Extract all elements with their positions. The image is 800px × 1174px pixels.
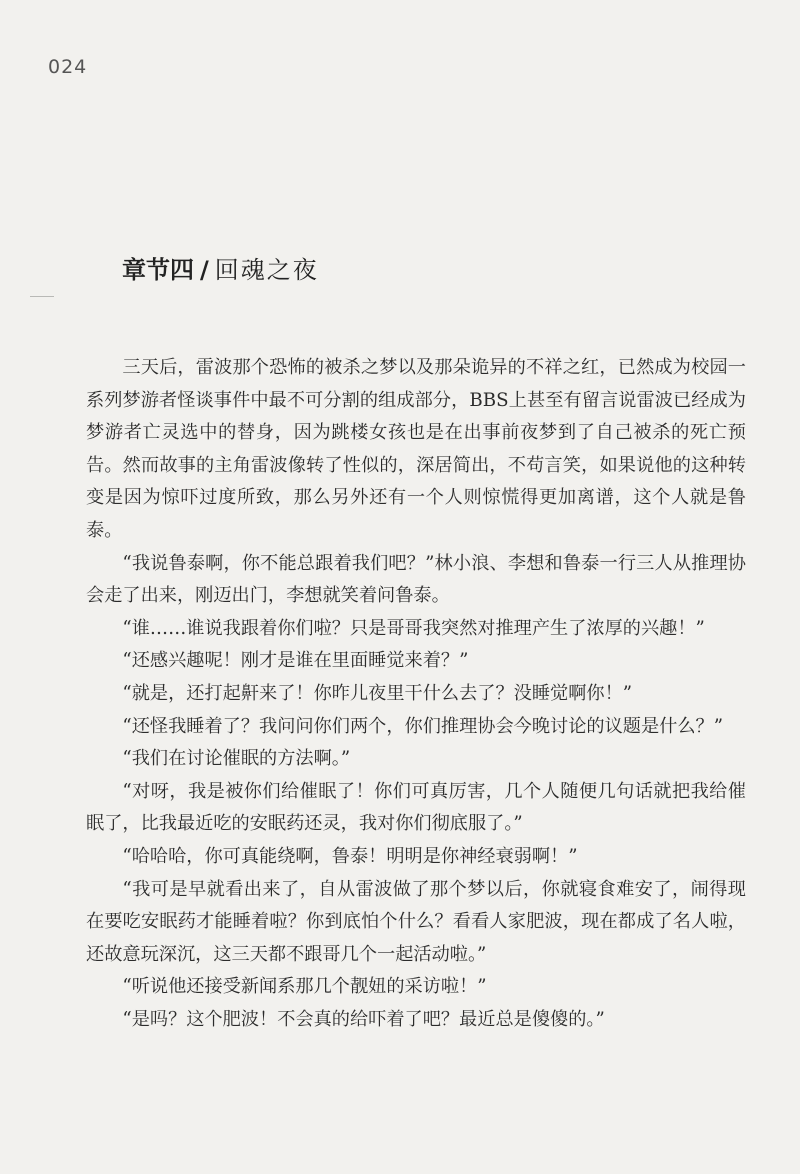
chapter-title: 回魂之夜 (214, 256, 319, 284)
paragraph: “对呀，我是被你们给催眠了！你们可真厉害，几个人随便几句话就把我给催眠了，比我最近吃的安眠药还灵，我对你们彻底服了。” (86, 780, 746, 835)
paragraph: “我们在讨论催眠的方法啊。” (122, 748, 351, 770)
paragraph: “就是，还打起鼾来了！你昨儿夜里干什么去了？没睡觉啊你！” (122, 682, 633, 704)
paragraph: “哈哈哈，你可真能绕啊，鲁泰！明明是你神经衰弱啊！” (122, 845, 578, 867)
paragraph: 三天后，雷波那个恐怖的被杀之梦以及那朵诡异的不祥之红，已然成为校园一系列梦游者怪谈事件中最不可分割的组成部分，BBS上甚至有留言说雷波已经成为梦游者亡灵选中的替身，因为跳楼女孩也是在出事前夜梦到了自己被杀的死亡预告。然而故事的主角雷波像转了性似的，深居简出，不苟言笑，如果说他的这种转变是因为惊吓过度所致，那么另外还有一个人则惊慌得更加离谱，这个人就是鲁泰。 (86, 357, 746, 541)
paragraph: “我说鲁泰啊，你不能总跟着我们吧？”林小浪、李想和鲁泰一行三人从推理协会走了出来，刚迈出门，李想就笑着问鲁泰。 (86, 552, 746, 607)
margin-rule (30, 296, 54, 297)
paragraph: “是吗？这个肥波！不会真的给吓着了吧？最近总是傻傻的。” (122, 1008, 605, 1030)
paragraph: “还感兴趣呢！刚才是谁在里面睡觉来着？” (122, 650, 469, 672)
chapter-separator: / (200, 256, 209, 284)
chapter-heading (122, 250, 319, 285)
paragraph: “谁……谁说我跟着你们啦？只是哥哥我突然对推理产生了浓厚的兴趣！” (122, 617, 705, 639)
paragraph: “我可是早就看出来了，自从雷波做了那个梦以后，你就寝食难安了，闹得现在要吃安眠药才能睡着啦？你到底怕个什么？看看人家肥波，现在都成了名人啦，还故意玩深沉，这三天都不跟哥几个一起活动啦。” (86, 878, 746, 965)
paragraph: “听说他还接受新闻系那几个靓妞的采访啦！” (122, 976, 487, 998)
chapter-label: 章节四 (122, 256, 194, 284)
paragraph: “还怪我睡着了？我问问你们两个，你们推理协会今晚讨论的议题是什么？” (122, 715, 723, 737)
body-text (86, 352, 746, 1036)
page-number: 024 (48, 56, 88, 78)
